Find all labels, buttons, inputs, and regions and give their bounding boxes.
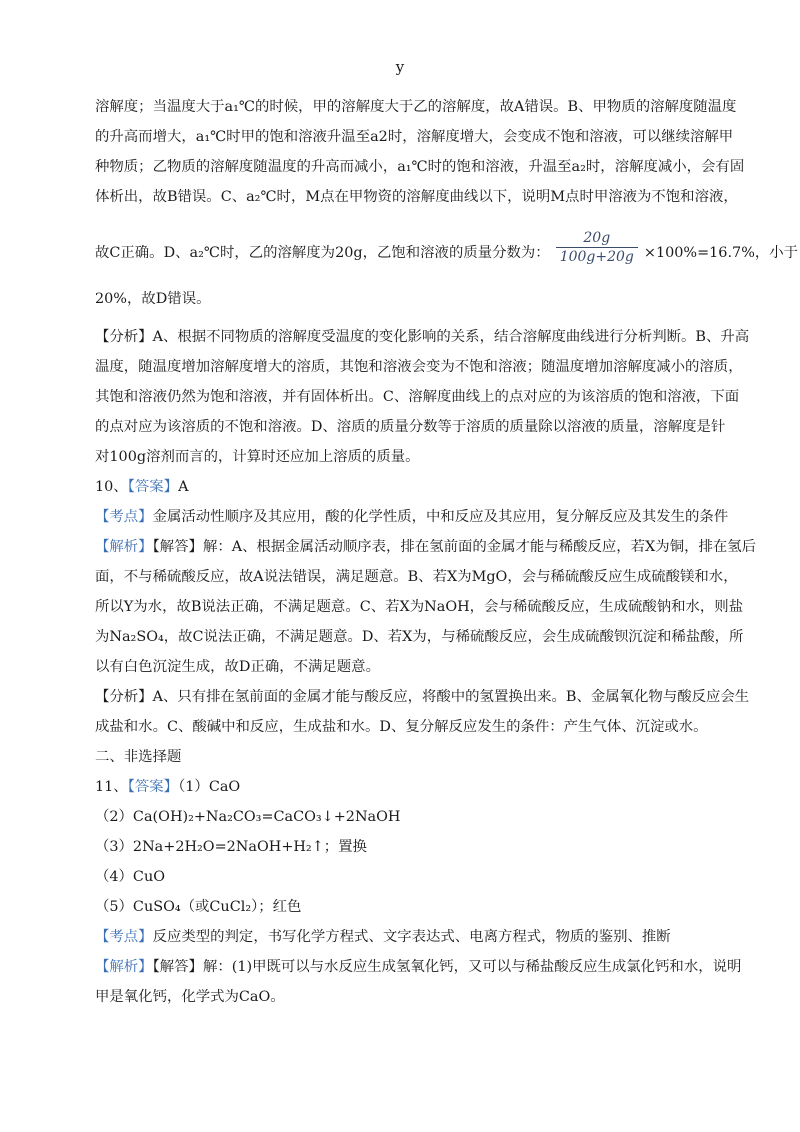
text-line: 甲是氧化钙，化学式为CaO。 (95, 989, 285, 1005)
text-line: 为Na₂SO₄，故C说法正确，不满足题意。D、若X为，与稀硫酸反应，会生成硫酸钡沉淀和稀盐酸，所 (95, 629, 744, 645)
exam-point-tag: 【考点】 (95, 509, 153, 525)
answer-tag: 【答案】 (127, 779, 179, 795)
text-line: 所以Y为水，故B说法正确，不满足题意。C、若X为NaOH，会与稀硫酸反应，生成硫酸钠和水，则盐 (95, 599, 744, 615)
text-line: 【分析】A、只有排在氢前面的金属才能与酸反应，将酸中的氢置换出来。B、金属氧化物与酸反应会生 (95, 689, 750, 705)
text-line: 种物质；乙物质的溶解度随温度的升高而减小，a₁℃时的饱和溶液，升温至a₂时，溶解度减小，会有固 (95, 159, 745, 175)
answer-tag: 【答案】 (127, 479, 179, 495)
text-line: 温度，随温度增加溶解度增大的溶质，其饱和溶液会变为不饱和溶液；随温度增加溶解度减小的溶质， (95, 359, 743, 375)
answer-item: （3）2Na+2H₂O=2NaOH+H₂↑；置换 (95, 839, 367, 855)
text-line: 面，不与稀硫酸反应，故A说法错误，满足题意。B、若X为MgO，会与稀硫酸反应生成硫酸镁和水， (95, 569, 738, 585)
text-line: 以有白色沉淀生成，故D正确，不满足题意。 (95, 659, 380, 675)
text-line: 的点对应为该溶质的不饱和溶液。D、溶质的质量分数等于溶质的质量除以溶液的质量，溶解度是针 (95, 419, 726, 435)
analysis-line: 【分析】A、根据不同物质的溶解度受温度的变化影响的关系，结合溶解度曲线进行分析判断。B、升高 (95, 329, 750, 345)
section-heading: 二、非选择题 (95, 749, 182, 765)
answer-item: （5）CuSO₄（或CuCl₂）；红色 (95, 899, 302, 915)
solution-line: 【解析】【解答】解：A、根据金属活动顺序表，排在氢前面的金属才能与稀酸反应，若X为铜，排在氢后 (95, 539, 757, 555)
fraction-formula (556, 230, 638, 265)
answer-item: （4）CuO (95, 869, 166, 885)
fraction-denominator: 100g+20g (556, 247, 638, 265)
question-11-answer: 11、【答案】（1）CaO (95, 779, 241, 795)
answer-item: （2）Ca(OH)₂+Na₂CO₃=CaCO₃↓+2NaOH (95, 809, 401, 825)
exam-point-line: 【考点】反应类型的判定，书写化学方程式、文字表达式、电离方程式，物质的鉴别、推断 (95, 929, 671, 945)
text-line: 体析出，故B错误。C、a₂℃时，M点在甲物资的溶解度曲线以下，说明M点时甲溶液为不饱和溶液， (95, 189, 738, 205)
exam-point-tag: 【考点】 (95, 929, 153, 945)
text-segment: 故C正确。D、a₂℃时，乙的溶解度为20g，乙饱和溶液的质量分数为： (95, 245, 550, 261)
exam-point-line: 【考点】金属活动性顺序及其应用，酸的化学性质，中和反应及其应用，复分解反应及其发生的条件 (95, 509, 729, 525)
text-line-with-fraction (95, 229, 799, 276)
text-line: 20%，故D错误。 (95, 291, 211, 307)
question-10-answer: 10、【答案】A (95, 479, 189, 495)
text-line: 对100g溶剂而言的，计算时还应加上溶质的质量。 (95, 449, 420, 465)
page-header-mark: y (395, 58, 405, 76)
solution-tag: 【解析】 (95, 539, 153, 555)
text-line: 的升高而增大，a₁℃时甲的饱和溶液升温至a2时，溶解度增大，会变成不饱和溶液，可以继续溶解甲 (95, 129, 734, 145)
text-line: 溶解度；当温度大于a₁℃的时候，甲的溶解度大于乙的溶解度，故A错误。B、甲物质的溶解度随温度 (95, 99, 737, 115)
text-line: 其饱和溶液仍然为饱和溶液，并有固体析出。C、溶解度曲线上的点对应的为该溶质的饱和溶液，下面 (95, 389, 740, 405)
text-segment: ×100%=16.7%，小于 (643, 245, 799, 261)
solution-line: 【解析】【解答】解：(1)甲既可以与水反应生成氢氧化钙，又可以与稀盐酸反应生成氯化钙和水，说明 (95, 959, 742, 975)
text-line: 成盐和水。C、酸碱中和反应，生成盐和水。D、复分解反应发生的条件：产生气体、沉淀或水。 (95, 719, 708, 735)
solution-tag: 【解析】 (95, 959, 153, 975)
analysis-tag: 【分析】 (95, 329, 153, 345)
fraction-numerator: 20g (583, 229, 611, 246)
document-body (95, 92, 799, 1012)
